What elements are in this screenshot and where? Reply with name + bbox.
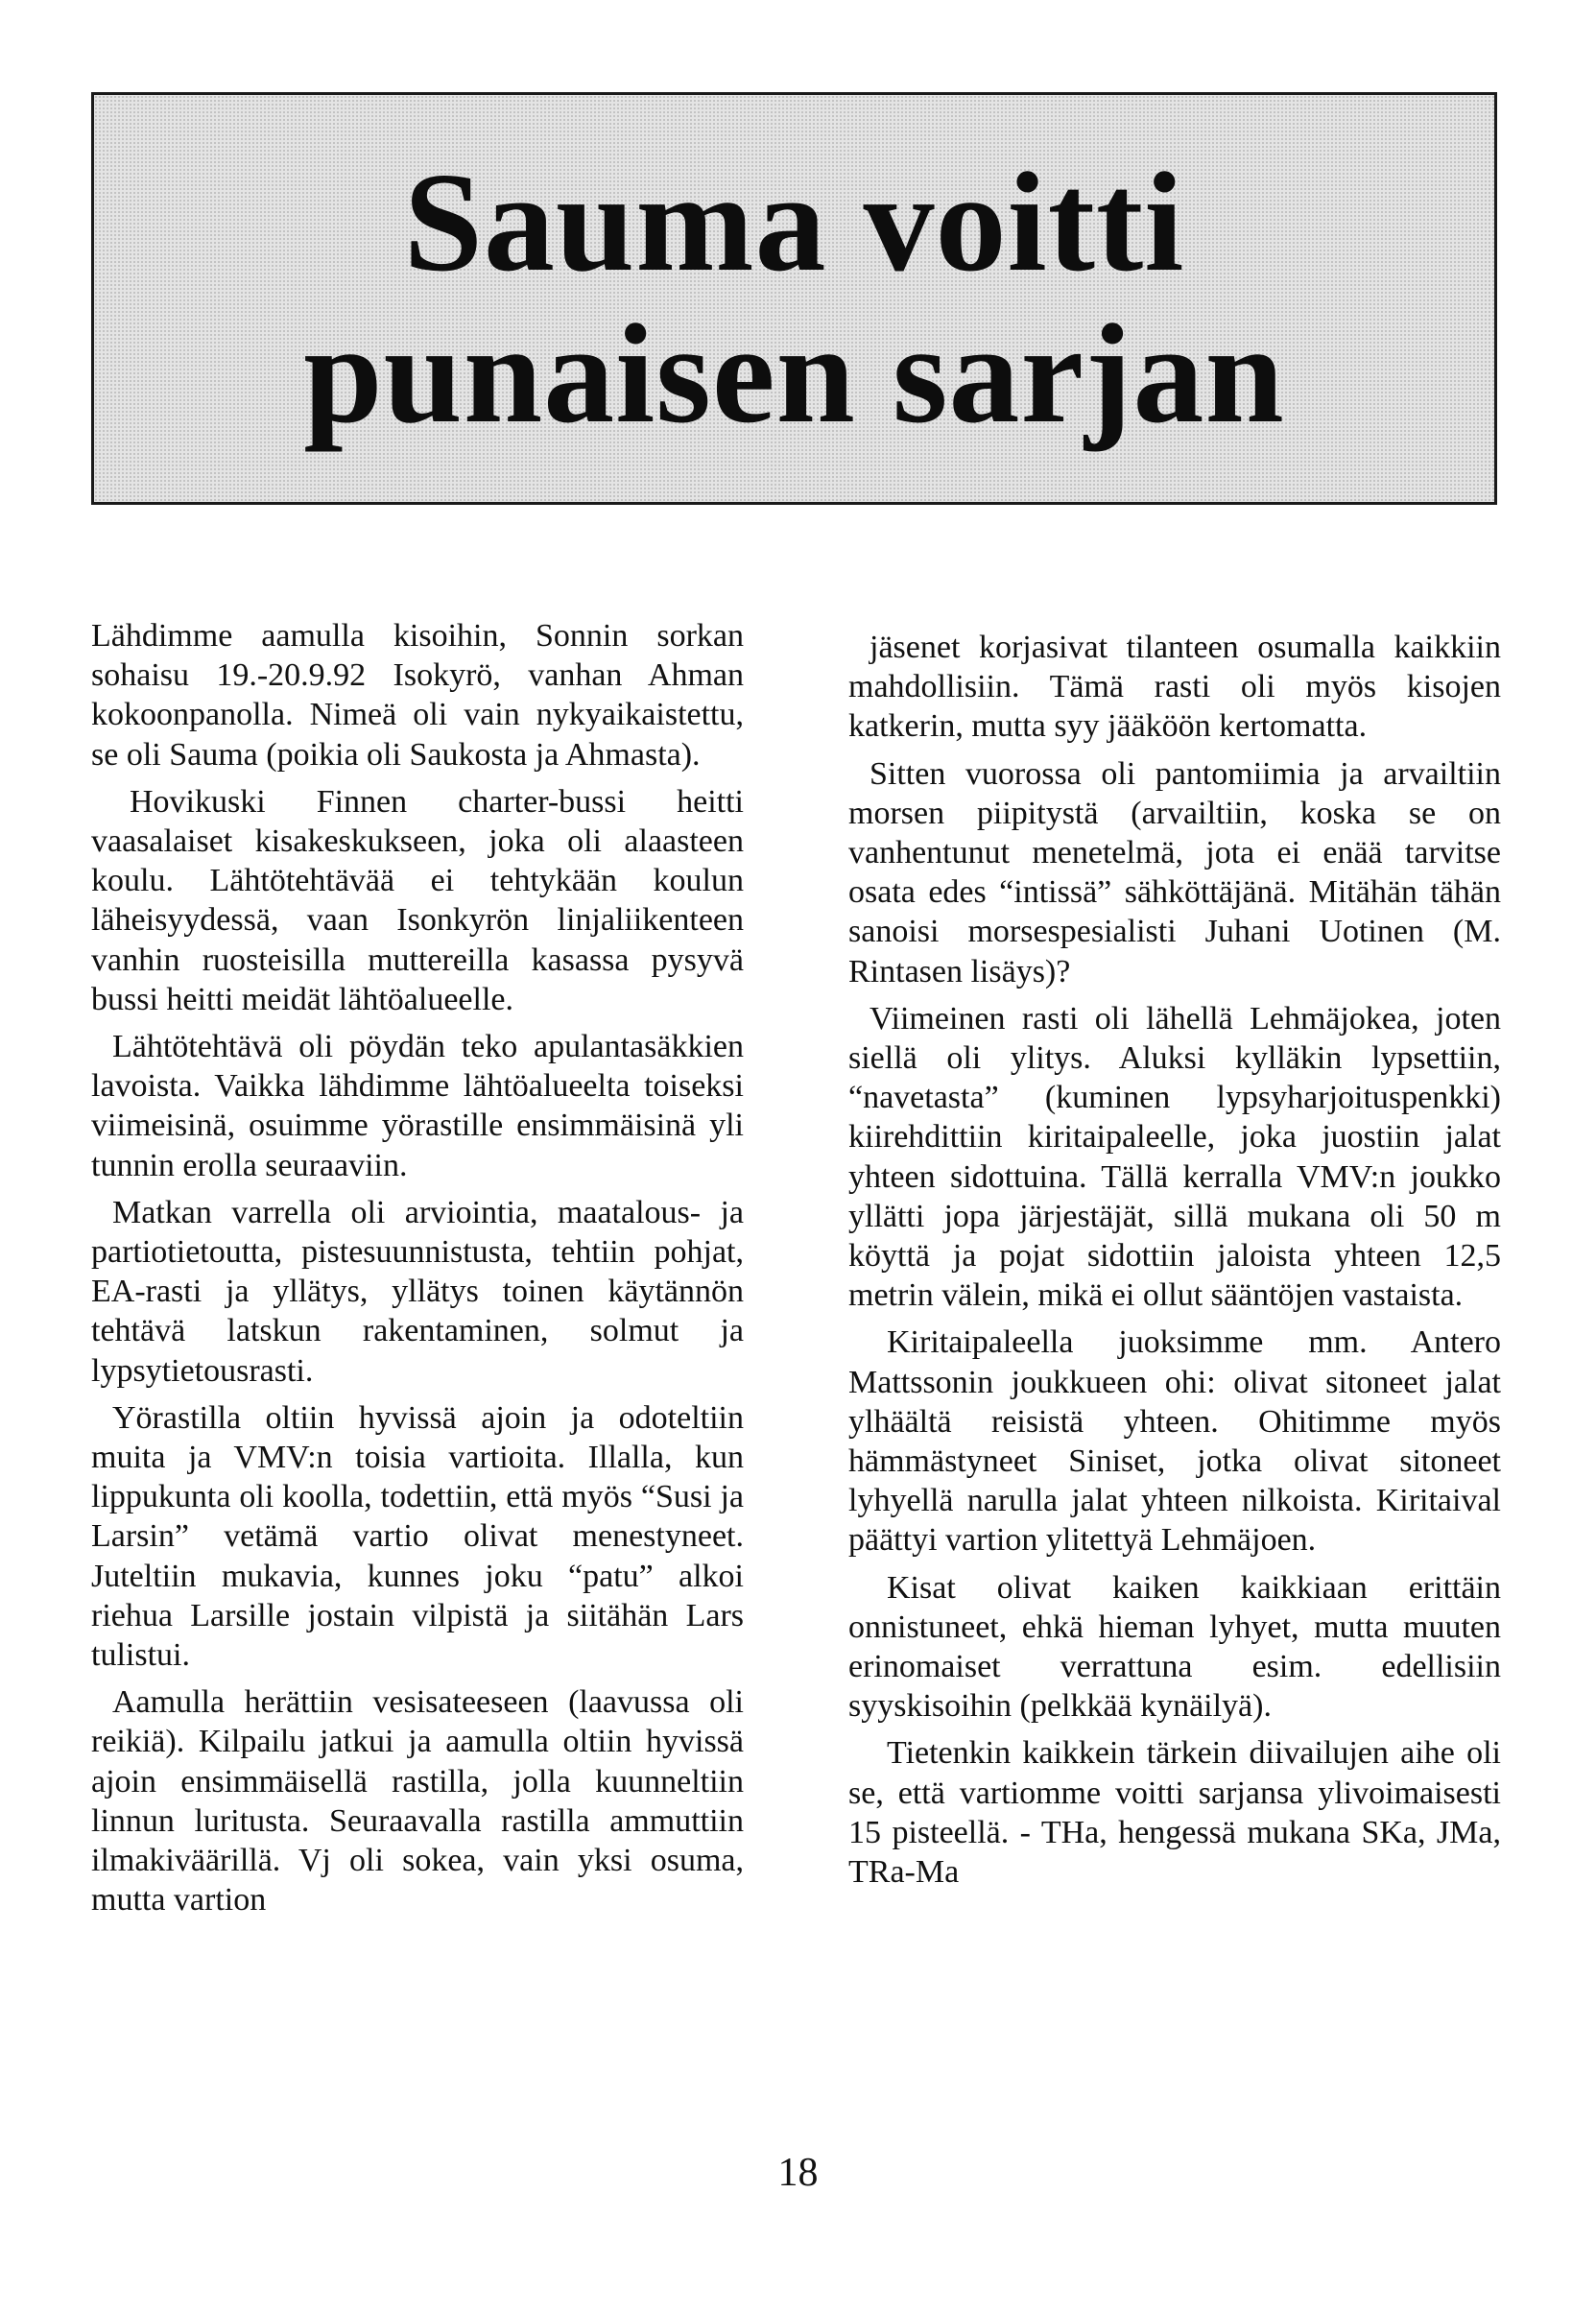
paragraph: Lähtötehtävä oli pöydän teko apulantasäkkien lavoista. Vaikka lähdimme lähtöalueelta toiseksi viimeisinä, osuimme yörastille ensimmäisinä yli tunnin erolla seuraaviin. [91, 1029, 744, 1183]
paragraph: Tietenkin kaikkein tärkein diivailujen aihe oli se, että vartiomme voitti sarjansa ylivoimaisesti 15 pisteellä. - THa, hengessä mukana SKa, JMa, TRa-Ma [848, 1735, 1501, 1891]
paragraph: Sitten vuorossa oli pantomiimia ja arvailtiin morsen piipitystä (arvailtiin, koska se on vanhentunut menetelmä, jota ei enää tarvitse osata edes “intissä” sähköttäjänä. Mitähän tähän sanoisi morsespesialisti Juhani Uotinen (M. Rintasen lisäys)? [848, 755, 1501, 989]
article-column-left [91, 616, 744, 1928]
paragraph: Kisat olivat kaiken kaikkiaan erittäin onnistuneet, ehkä hieman lyhyet, mutta muuten erinomaiset verrattuna esim. edellisiin syyskisoihin (pelkkää kynäilyä). [848, 1569, 1501, 1725]
paragraph: jäsenet korjasivat tilanteen osumalla kaikkiin mahdollisiin. Tämä rasti oli myös kisojen katkerin, mutta syy jääköön kertomatta. [848, 630, 1501, 745]
paragraph: Aamulla herättiin vesisateeseen (laavussa oli reikiä). Kilpailu jatkui ja aamulla oltiin hyvissä ajoin ensimmäisellä rastilla, jolla kuunneltiin linnun luritusta. Seuraavalla rastilla ammuttiin ilmakiväärillä. Vj oli sokea, vain yksi osuma, mutta vartion [91, 1684, 744, 1919]
headline-line-2: punaisen sarjan [303, 296, 1285, 453]
article-column-right [848, 628, 1501, 1899]
paragraph: Kiritaipaleella juoksimme mm. Antero Mattssonin joukkueen ohi: olivat sitoneet jalat ylhäältä reisistä yhteen. Ohitimme myös hämmästyneet Siniset, jotka olivat sitoneet lyhyellä narulla jalat yhteen nilkoista. Kiritaival päättyi vartion ylitettyä Lehmäjoen. [848, 1324, 1501, 1559]
paragraph: Matkan varrella oli arviointia, maatalous- ja partiotietoutta, pistesuunnistusta, tehtiin pohjat, EA-rasti ja yllätys, yllätys toinen käytännön tehtävä latskun rakentaminen, solmut ja lypsytietousrasti. [91, 1194, 744, 1389]
page-number: 18 [777, 2151, 819, 2195]
paragraph: Lähdimme aamulla kisoihin, Sonnin sorkan sohaisu 19.-20.9.92 Isokyrö, vanhan Ahman kokoonpanolla. Nimeä oli vain nykyaikaistettu, se oli Sauma (poikia oli Saukosta ja Ahmasta). [91, 618, 744, 773]
headline-line-1: Sauma voitti [403, 144, 1185, 301]
headline-box [91, 92, 1497, 505]
paragraph: Yörastilla oltiin hyvissä ajoin ja odoteltiin muita ja VMV:n toisia vartioita. Illalla, kun lippukunta oli koolla, todettiin, että myös “Susi ja Larsin” vetämä vartio olivat menestyneet. Juteltiin mukavia, kunnes joku “patu” alkoi riehua Larsille jostain vilpistä ja siitähän Lars tulistui. [91, 1399, 744, 1674]
paragraph: Hovikuski Finnen charter-bussi heitti vaasalaiset kisakeskukseen, joka oli alaasteen koulu. Lähtötehtävää ei tehtykään koulun läheisyydessä, vaan Isonkyrön linjaliikenteen vanhin ruosteisilla muttereilla kasassa pysyvä bussi heitti meidät lähtöalueelle. [91, 783, 744, 1017]
paragraph: Viimeinen rasti oli lähellä Lehmäjokea, joten siellä oli ylitys. Aluksi kylläkin lypsettiin, “navetasta” (kuminen lypsyharjoituspenkki) kiirehdittiin kiritaipaleelle, joka juostiin jalat yhteen sidottuina. Tällä kerralla VMV:n joukko yllätti jopa järjestäjät, sillä mukana oli 50 m köyttä ja pojat sidottiin jaloista yhteen 12,5 metrin välein, mikä ei ollut sääntöjen vastaista. [848, 1000, 1501, 1314]
